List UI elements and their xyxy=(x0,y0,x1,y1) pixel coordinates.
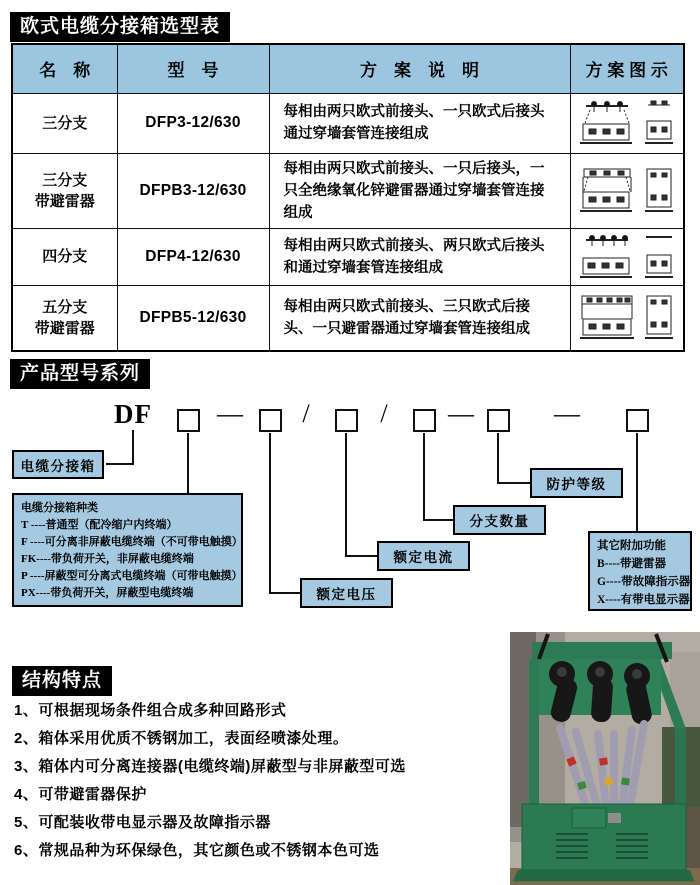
desc-cell: 每相由两只欧式前接头、一只后接头，一只全绝缘氧化锌避雷器通过穿墙套管连接组成 xyxy=(269,153,570,228)
type-box-line: PX----带负荷开关，屏蔽型电缆终端 xyxy=(21,587,194,599)
callout-branch: 分支数量 xyxy=(453,505,546,535)
type-box-line: T ----普通型（配冷缩户内终端） xyxy=(21,519,178,531)
table-row xyxy=(12,285,684,351)
table-row xyxy=(12,228,684,285)
name-text2: 带避雷器 xyxy=(34,192,95,210)
model-slot-3 xyxy=(335,409,358,432)
name-text: 三分支 xyxy=(42,114,88,132)
separator-slash: / xyxy=(380,399,388,428)
desc-cell: 每相由两只欧式前接头、三只欧式后接头、一只避雷器通过穿墙套管连接组成 xyxy=(269,285,570,351)
extra-box-line: B----带避雷器 xyxy=(597,558,666,570)
feature-item: 4、可带避雷器保护 xyxy=(14,786,147,803)
features-title: 结构特点 xyxy=(12,666,112,696)
extra-box-line: G----带故障指示器 xyxy=(597,576,691,588)
model-cell: DFP4-12/630 xyxy=(117,228,269,285)
scheme-cell xyxy=(570,153,684,228)
model-cell: DFPB5-12/630 xyxy=(117,285,269,351)
extra-box-title: 其它附加功能 xyxy=(597,540,666,552)
type-box-line: FK----带负荷开关，非屏蔽电缆终端 xyxy=(21,553,194,565)
selection-table xyxy=(11,43,685,352)
type-box-title: 电缆分接箱种类 xyxy=(21,502,98,514)
separator-dash: — xyxy=(554,399,580,428)
model-cell: DFP3-12/630 xyxy=(117,93,269,153)
scheme-front-view-drawing xyxy=(578,292,636,344)
scheme-cell xyxy=(570,93,684,153)
callout-current: 额定电流 xyxy=(377,541,470,571)
column-header-model: 型 号 xyxy=(117,44,269,93)
name-text: 四分支 xyxy=(42,248,88,265)
model-cell: DFPB3-12/630 xyxy=(117,153,269,228)
scheme-side-view-drawing xyxy=(642,292,676,344)
separator-slash: / xyxy=(302,399,310,428)
column-header-description: 方 案 说 明 xyxy=(269,44,570,93)
feature-item: 3、箱体内可分离连接器(电缆终端)屏蔽型与非屏蔽型可选 xyxy=(14,758,406,775)
feature-item: 5、可配装收带电显示器及故障指示器 xyxy=(14,814,271,831)
model-slot-6 xyxy=(626,409,649,432)
model-prefix: DF xyxy=(114,399,152,429)
column-header-name: 名 称 xyxy=(12,44,117,93)
scheme-front-view-drawing xyxy=(578,165,636,217)
name-cell xyxy=(12,285,117,351)
table-row xyxy=(12,93,684,153)
scheme-front-view-drawing xyxy=(578,97,636,149)
column-header-illustration: 方 案 图 示 xyxy=(570,44,684,93)
features-list xyxy=(14,703,406,871)
callout-voltage: 额定电压 xyxy=(300,578,393,608)
scheme-cell xyxy=(570,228,684,285)
separator-dash: — xyxy=(217,399,243,428)
name-cell xyxy=(12,93,117,153)
scheme-side-view-drawing xyxy=(642,231,676,283)
desc-cell: 每相由两只欧式前接头、两只欧式后接头和通过穿墙套管连接组成 xyxy=(269,228,570,285)
name-text2: 带避雷器 xyxy=(34,319,95,337)
name-cell xyxy=(12,228,117,285)
product-photo xyxy=(510,632,700,885)
scheme-side-view-drawing xyxy=(642,97,676,149)
table-row xyxy=(12,153,684,228)
scheme-side-view-drawing xyxy=(642,165,676,217)
model-slot-5 xyxy=(487,409,510,432)
feature-item: 6、常规品种为环保绿色，其它颜色或不锈钢本色可选 xyxy=(14,842,380,859)
callout-type-box xyxy=(12,493,243,607)
name-text: 五分支 xyxy=(42,298,88,316)
name-text: 三分支 xyxy=(42,171,88,189)
feature-item: 2、箱体采用优质不锈钢加工，表面经喷漆处理。 xyxy=(14,730,349,747)
model-slot-2 xyxy=(259,409,282,432)
separator-dash: — xyxy=(448,399,474,428)
desc-cell: 每相由两只欧式前接头、一只欧式后接头通过穿墙套管连接组成 xyxy=(269,93,570,153)
type-box-line: P ----屏蔽型可分离式电缆终端（可带电触摸） xyxy=(21,570,243,582)
callout-cable-box: 电缆分接箱 xyxy=(12,450,104,479)
selection-table-title: 欧式电缆分接箱选型表 xyxy=(10,12,230,42)
scheme-cell xyxy=(570,285,684,351)
model-series-title: 产品型号系列 xyxy=(10,359,150,389)
scheme-front-view-drawing xyxy=(578,231,636,283)
table-header-row xyxy=(12,44,684,93)
name-cell xyxy=(12,153,117,228)
model-slot-4 xyxy=(413,409,436,432)
model-slot-1 xyxy=(177,409,200,432)
callout-extra-box xyxy=(588,531,692,611)
extra-box-line: X----有带电显示器 xyxy=(597,594,690,606)
callout-protection: 防护等级 xyxy=(530,468,623,498)
type-box-line: F ----可分离非屏蔽电缆终端（不可带电触摸） xyxy=(21,536,243,548)
feature-item: 1、可根据现场条件组合成多种回路形式 xyxy=(14,702,287,719)
